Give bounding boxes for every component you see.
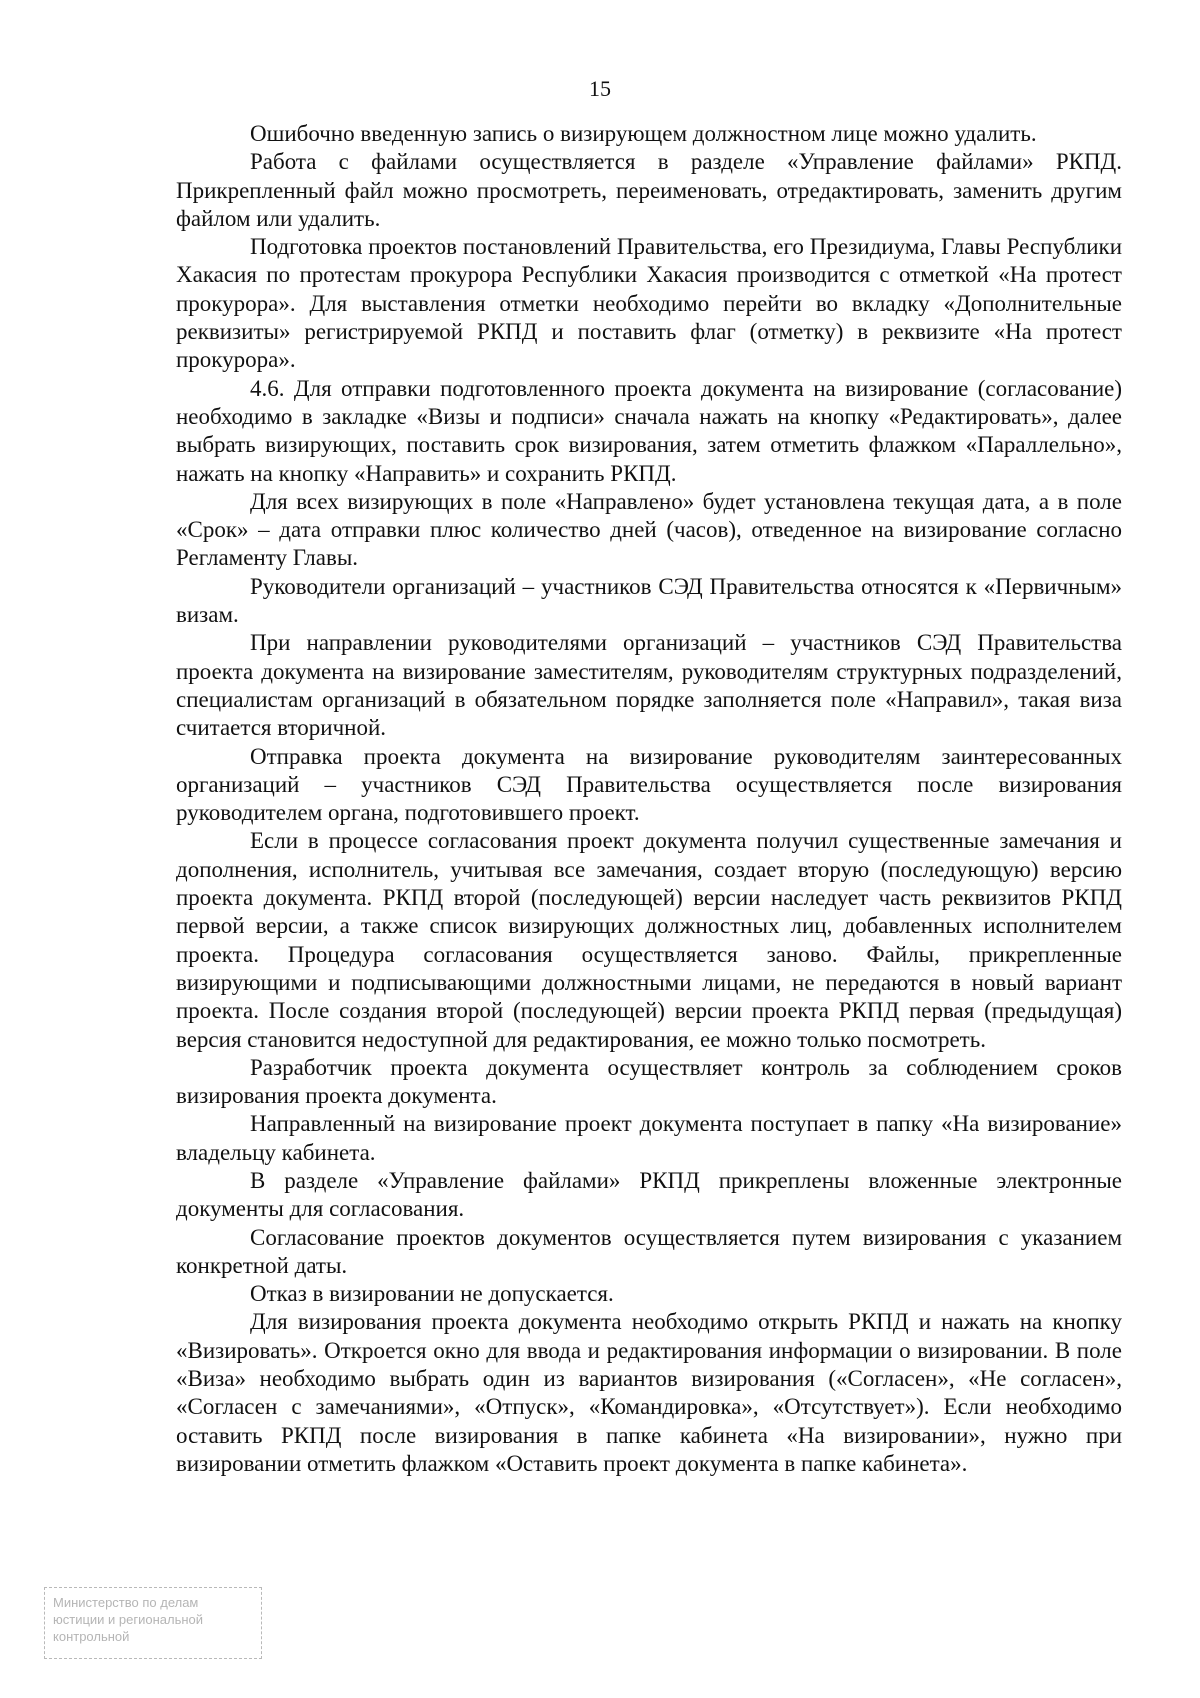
paragraph: Согласование проектов документов осуществляется путем визирования с указанием конкретной даты. (176, 1224, 1122, 1278)
paragraph: Если в процессе согласования проект документа получил существенные замечания и дополнения, исполнитель, учитывая все замечания, создает вторую (последующую) версию проекта документа. РКПД второй (последующей) версии наследует часть реквизитов РКПД первой версии, а также список визирующих должностных лиц, добавленных исполнителем проекта. Процедура согласования осуществляется заново. Файлы, прикрепленные визирующими и подписывающими должностными лицами, не передаются в новый вариант проекта. После создания второй (последующей) версии проекта РКПД первая (предыдущая) версия становится недоступной для редактирования, ее можно только посмотреть. (176, 828, 1122, 1052)
ministry-stamp (44, 1587, 262, 1659)
stamp-line: Министерство по делам (53, 1595, 199, 1610)
stamp-line: юстиции и региональной (53, 1612, 204, 1627)
page-number: 15 (589, 76, 611, 101)
paragraph: Отправка проекта документа на визирование руководителям заинтересованных организаций – участников СЭД Правительства осуществляется после визирования руководителем органа, подготовившего проект. (176, 743, 1122, 826)
paragraph: Подготовка проектов постановлений Правительства, его Президиума, Главы Республики Хакасия по протестам прокурора Республики Хакасия производится с отметкой «На протест прокурора». Для выставления отметки необходимо перейти во вкладку «Дополнительные реквизиты» регистрируемой РКПД и поставить флаг (отметку) в реквизите «На протест прокурора». (176, 234, 1122, 373)
paragraph: Отказ в визировании не допускается. (250, 1281, 614, 1307)
paragraph: Для визирования проекта документа необходимо открыть РКПД и нажать на кнопку «Визировать». Откроется окно для ввода и редактирования информации о визировании. В поле «Виза» необходимо выбрать один из вариантов визирования («Согласен», «Не согласен», «Согласен с замечаниями», «Отпуск», «Командировка», «Отсутствует»). Если необходимо оставить РКПД после визирования в папке кабинета «На визировании», нужно при визировании отметить флажком «Оставить проект документа в папке кабинета». (176, 1309, 1122, 1476)
paragraph: 4.6. Для отправки подготовленного проекта документа на визирование (согласование) необходимо в закладке «Визы и подписи» сначала нажать на кнопку «Редактировать», далее выбрать визирующих, поставить срок визирования, затем отметить флажком «Параллельно», нажать на кнопку «Направить» и сохранить РКПД. (176, 375, 1122, 486)
paragraph: Для всех визирующих в поле «Направлено» будет установлена текущая дата, а в поле «Срок» – дата отправки плюс количество дней (часов), отведенное на визирование согласно Регламенту Главы. (176, 488, 1122, 571)
paragraph: Работа с файлами осуществляется в разделе «Управление файлами» РКПД. Прикрепленный файл можно просмотреть, переименовать, отредактировать, заменить другим файлом или удалить. (176, 149, 1122, 231)
paragraph: Ошибочно введенную запись о визирующем должностном лице можно удалить. (250, 121, 1037, 146)
document-body (176, 120, 1122, 1478)
paragraph: Руководители организаций – участников СЭД Правительства относятся к «Первичным» визам. (176, 573, 1122, 628)
paragraph: В разделе «Управление файлами» РКПД прикреплены вложенные электронные документы для согласования. (176, 1167, 1122, 1222)
paragraph: Разработчик проекта документа осуществляет контроль за соблюдением сроков визирования проекта документа. (176, 1054, 1122, 1109)
paragraph: Направленный на визирование проект документа поступает в папку «На визирование» владельцу кабинета. (176, 1111, 1122, 1165)
stamp-line: контрольной (53, 1629, 130, 1644)
paragraph: При направлении руководителями организаций – участников СЭД Правительства проекта документа на визирование заместителям, руководителям структурных подразделений, специалистам организаций в обязательном порядке заполняется поле «Направил», такая виза считается вторичной. (176, 630, 1122, 741)
